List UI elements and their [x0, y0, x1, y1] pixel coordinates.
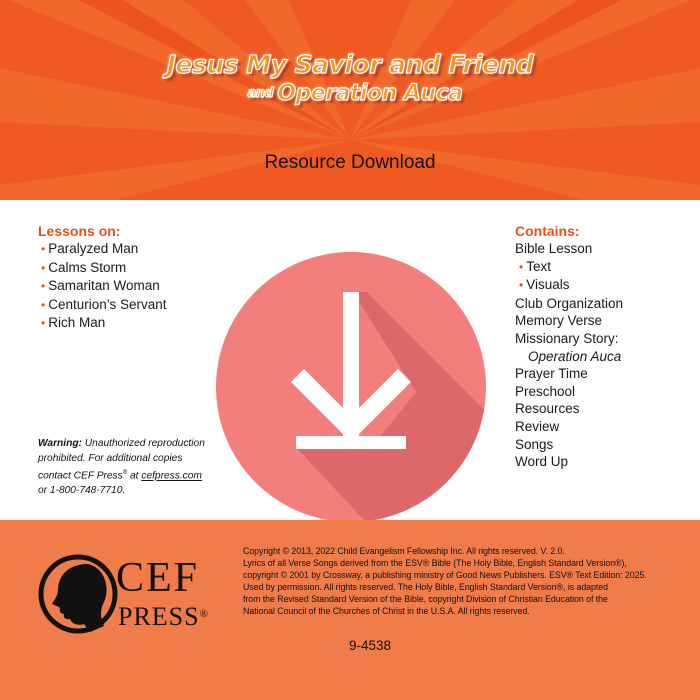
lesson-item [38, 240, 218, 259]
contains-label: Preschool [515, 383, 576, 399]
contains-item [515, 400, 685, 418]
contains-item [515, 436, 685, 454]
contains-item [515, 330, 685, 348]
copyright-notice [243, 546, 683, 617]
contains-item [515, 276, 685, 295]
cef-child-silhouette-icon [38, 554, 118, 634]
logo-press-text [118, 600, 209, 631]
title-line-2 [0, 80, 700, 108]
bullet-dot-icon: • [519, 278, 524, 293]
contains-item [515, 453, 685, 471]
contains-label: Operation Auca [528, 348, 622, 364]
contains-item [515, 348, 685, 366]
contains-item [515, 312, 685, 330]
warning-text-3b: at [127, 470, 142, 482]
copyright-warning [38, 437, 238, 499]
logo-press-word: PRESS [118, 602, 200, 631]
lessons-list [38, 222, 218, 333]
bullet-dot-icon: • [41, 260, 46, 275]
catalog-number: 9-4538 [348, 638, 392, 653]
bullet-dot-icon: • [41, 297, 46, 312]
lesson-item [38, 277, 218, 296]
contains-label: Text [526, 258, 551, 274]
lesson-item [38, 296, 218, 315]
bullet-dot-icon: • [41, 316, 46, 331]
lesson-label: Centurion’s Servant [48, 296, 167, 312]
contains-label: Missionary Story: [515, 330, 619, 346]
lesson-label: Samaritan Woman [48, 278, 160, 294]
footer-band [0, 520, 700, 700]
lesson-item [38, 259, 218, 278]
resource-download-label: Resource Download [264, 152, 436, 173]
lessons-heading: Lessons on: [38, 223, 121, 239]
warning-text-2: prohibited. For additional copies [38, 452, 183, 464]
contains-list [515, 222, 685, 471]
lesson-label: Paralyzed Man [48, 241, 139, 256]
warning-text-1: Unauthorized reproduction [81, 438, 205, 449]
contains-item [515, 295, 685, 313]
lesson-label: Calms Storm [48, 259, 127, 275]
contains-item [515, 383, 685, 401]
download-arrow-icon [216, 252, 486, 522]
contains-item [515, 240, 685, 258]
warning-label: Warning: [38, 438, 82, 449]
copyright-line: Lyrics of all Verse Songs derived from the ESV® Bible (The Holy Bible, English Standard Version®), [243, 557, 627, 568]
logo-registered-mark: ® [199, 608, 209, 620]
warning-phone: or 1-800-748-7710. [38, 485, 126, 497]
copyright-line: Copyright © 2013, 2022 Child Evangelism Fellowship Inc. All rights reserved. V. 2.0. [243, 546, 565, 556]
copyright-line: copyright © 2001 by Crossway, a publishing ministry of Good News Publishers. ESV® Text Edition: 2025. [243, 569, 647, 580]
lesson-label: Rich Man [48, 315, 106, 331]
contains-label: Memory Verse [515, 313, 603, 329]
title-line-2-prefix: and [247, 86, 274, 101]
contains-item [515, 418, 685, 436]
registered-mark: ® [122, 470, 128, 477]
cef-press-logo [38, 550, 228, 640]
bullet-dot-icon: • [41, 279, 46, 294]
contains-label: Songs [515, 436, 554, 452]
logo-cef-text: CEF [116, 555, 200, 601]
contains-item [515, 258, 685, 277]
copyright-line: from the Revised Standard Version of the Bible, copyright Division of Christian Education of the [243, 593, 608, 604]
title-line-1: Jesus My Savior and Friend [166, 50, 534, 79]
bullet-dot-icon: • [41, 242, 46, 256]
warning-text-3: contact CEF Press [38, 470, 123, 482]
contains-label: Visuals [526, 277, 570, 293]
cefpress-link[interactable]: cefpress.com [141, 470, 202, 482]
contains-label: Word Up [515, 454, 569, 470]
copyright-line: National Council of the Churches of Christ in the U.S.A. All rights reserved. [243, 605, 530, 616]
contains-item [515, 365, 685, 383]
product-title [0, 50, 700, 108]
contains-heading: Contains: [515, 223, 580, 239]
contains-label: Review [515, 418, 560, 434]
content-area [0, 200, 700, 520]
title-line-2-main: Operation Auca [277, 81, 463, 106]
bullet-dot-icon: • [519, 259, 524, 274]
contains-label: Club Organization [515, 295, 624, 311]
contains-label: Bible Lesson [515, 241, 593, 256]
contains-label: Prayer Time [515, 366, 588, 382]
copyright-line: Used by permission. All rights reserved. The Holy Bible, English Standard Version®, is adapted [243, 581, 608, 592]
header-band [0, 0, 700, 200]
contains-label: Resources [515, 401, 580, 417]
lesson-item [38, 314, 218, 333]
download-button[interactable] [216, 252, 486, 522]
